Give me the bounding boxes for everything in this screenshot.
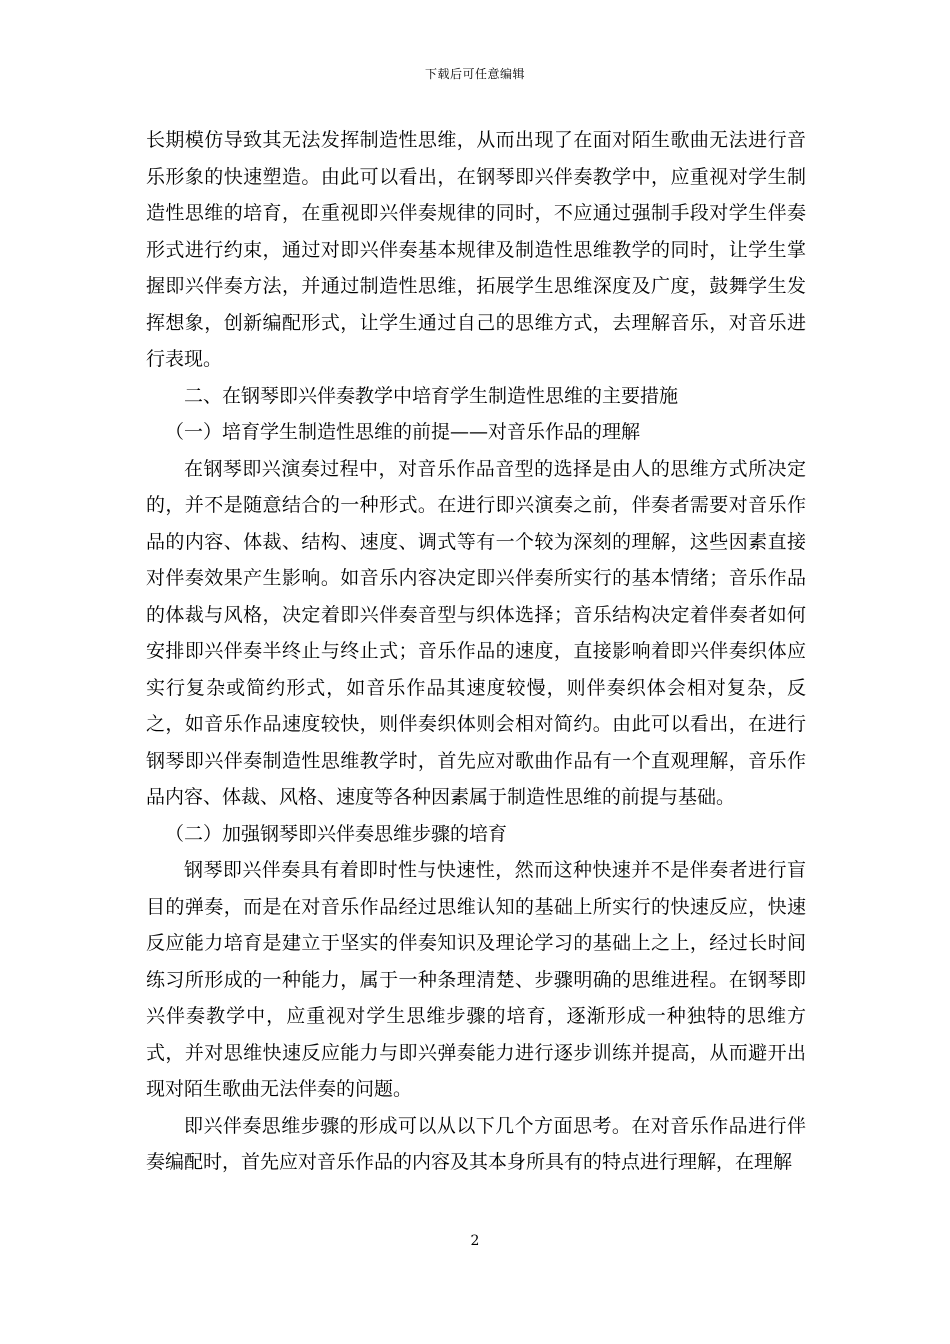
section-heading: 二、在钢琴即兴伴奏教学中培育学生制造性思维的主要措施 [184, 384, 679, 407]
paragraph: 即兴伴奏思维步骤的形成可以从以下几个方面思考。在对音乐作品进行伴奏编配时，首先应对音乐作品的内容及其本身所具有的特点进行理解，在理解 [146, 1114, 806, 1173]
paragraph: 钢琴即兴伴奏具有着即时性与快速性，然而这种快速并不是伴奏者进行盲目的弹奏，而是在对音乐作品经过思维认知的基础上所实行的快速反应，快速反应能力培育是建立于坚实的伴奏知识及理论学习的基础上之上，经过长时间练习所形成的一种能力，属于一种条理清楚、步骤明确的思维进程。在钢琴即兴伴奏教学中，应重视对学生思维步骤的培育，逐渐形成一种独特的思维方式，并对思维快速反应能力与即兴弹奏能力进行逐步训练并提高，从而避开出现对陌生歌曲无法伴奏的问题。 [146, 859, 806, 1100]
paragraph: 在钢琴即兴演奏过程中，对音乐作品音型的选择是由人的思维方式所决定的，并不是随意结合的一种形式。在进行即兴演奏之前，伴奏者需要对音乐作品的内容、体裁、结构、速度、调式等有一个较为深刻的理解，这些因素直接对伴奏效果产生影响。如音乐内容决定即兴伴奏所实行的基本情绪；音乐作品的体裁与风格，决定着即兴伴奏音型与织体选择；音乐结构决定着伴奏者如何安排即兴伴奏半终止与终止式；音乐作品的速度，直接影响着即兴伴奏织体应实行复杂或简约形式，如音乐作品其速度较慢，则伴奏织体会相对复杂，反之，如音乐作品速度较快，则伴奏织体则会相对简约。由此可以看出，在进行钢琴即兴伴奏制造性思维教学时，首先应对歌曲作品有一个直观理解，音乐作品内容、体裁、风格、速度等各种因素属于制造性思维的前提与基础。 [146, 457, 806, 808]
page-number: 2 [470, 1233, 480, 1249]
paragraph-continued: 长期模仿导致其无法发挥制造性思维，从而出现了在面对陌生歌曲无法进行音乐形象的快速塑造。由此可以看出，在钢琴即兴伴奏教学中，应重视对学生制造性思维的培育，在重视即兴伴奏规律的同时，不应通过强制手段对学生伴奏形式进行约束，通过对即兴伴奏基本规律及制造性思维教学的同时，让学生掌握即兴伴奏方法，并通过制造性思维，拓展学生思维深度及广度，鼓舞学生发挥想象，创新编配形式，让学生通过自己的思维方式，去理解音乐，对音乐进行表现。 [146, 129, 806, 370]
subsection-heading: （二）加强钢琴即兴伴奏思维步骤的培育 [165, 822, 508, 845]
subsection-heading: （一）培育学生制造性思维的前提——对音乐作品的理解 [165, 421, 641, 443]
document-body [146, 122, 806, 1181]
page-header: 下载后可任意编辑 [424, 67, 525, 81]
